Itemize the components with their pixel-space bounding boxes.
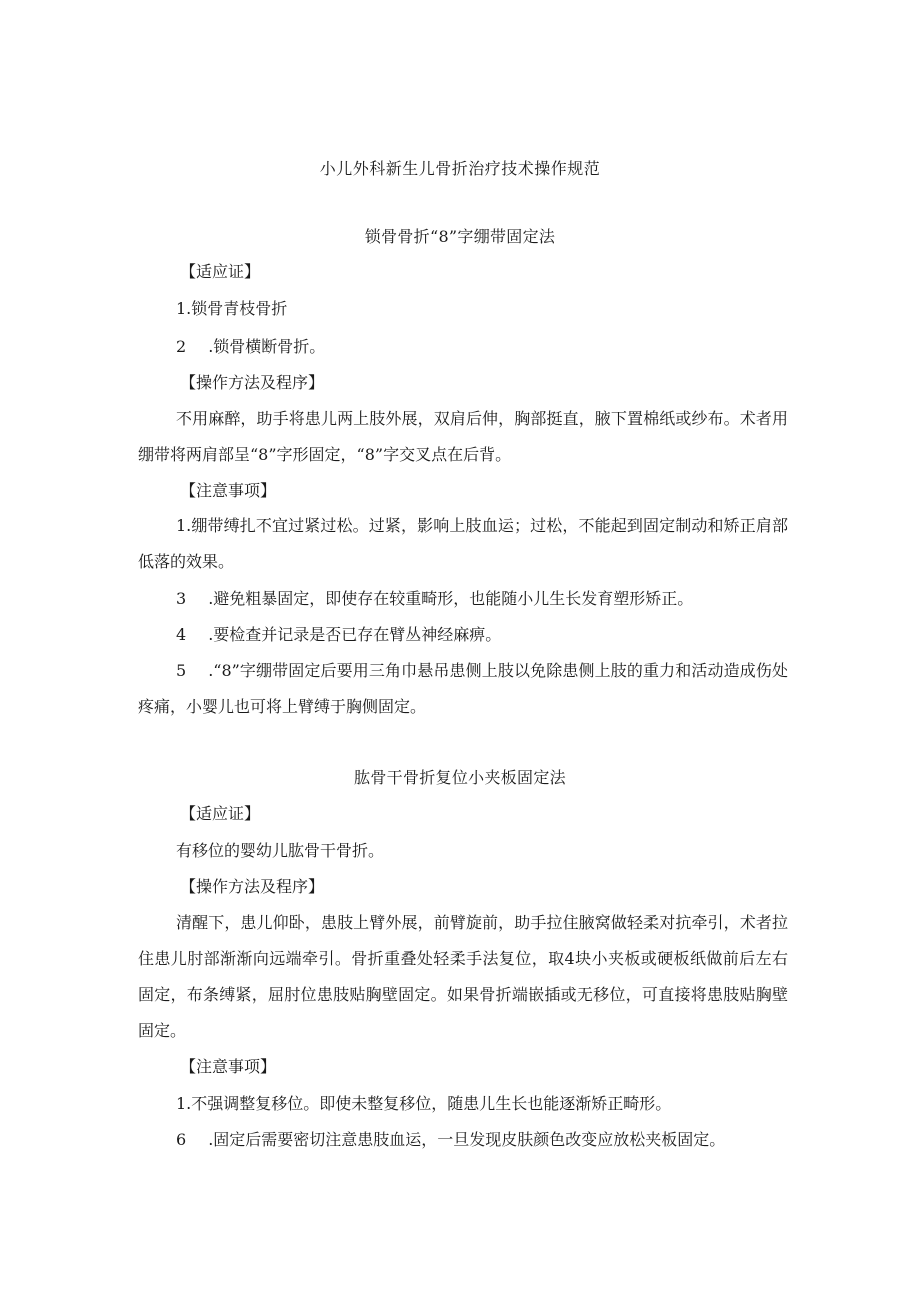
note-item-3: [176, 588, 693, 610]
method-paragraph: 不用麻醉，助手将患儿两上肢外展，双肩后伸，胸部挺直，腋下置棉纸或纱布。术者用绷带将两肩部呈“8”字形固定，“8”字交叉点在后背。: [138, 409, 788, 464]
indications-heading: 【适应证】: [180, 262, 261, 281]
note-item-5: [138, 653, 788, 725]
note-item-4-number: 4: [176, 625, 187, 644]
note-item-5-number: 5: [176, 661, 187, 680]
note-item-6: [176, 1129, 725, 1151]
notes-heading: 【注意事项】: [180, 481, 277, 500]
indication-item-1: 1.锁骨青枝骨折: [176, 299, 288, 318]
indication-item-2-text: .锁骨横断骨折。: [208, 337, 326, 356]
section-title-clavicle: 锁骨骨折“8”字绷带固定法: [364, 227, 556, 246]
indication-item-2-number: 2: [176, 337, 187, 356]
note-item-4-text: .要检查并记录是否已存在臂丛神经麻痹。: [208, 625, 502, 644]
indications-heading-2: 【适应证】: [180, 804, 261, 823]
indication-item-2: [176, 336, 325, 358]
note-item-6-number: 6: [176, 1130, 187, 1149]
note-item-3-text: .避免粗暴固定，即使存在较重畸形，也能随小儿生长发育塑形矫正。: [208, 589, 694, 608]
document-title: 小儿外科新生儿骨折治疗技术操作规范: [319, 159, 601, 178]
method-heading: 【操作方法及程序】: [180, 373, 325, 392]
note-item-1: 1.绷带缚扎不宜过紧过松。过紧，影响上肢血运；过松，不能起到固定制动和矫正肩部低落的效果。: [138, 516, 788, 571]
note-item-1-section-2: 1.不强调整复移位。即使未整复移位，随患儿生长也能逐渐矫正畸形。: [176, 1094, 672, 1113]
method-heading-2: 【操作方法及程序】: [180, 877, 325, 896]
section-title-humerus: 肱骨干骨折复位小夹板固定法: [354, 768, 566, 787]
note-item-6-text: .固定后需要密切注意患肢血运，一旦发现皮肤颜色改变应放松夹板固定。: [208, 1130, 726, 1149]
note-item-3-number: 3: [176, 589, 187, 608]
notes-heading-2: 【注意事项】: [180, 1057, 277, 1076]
note-item-5-text: .“8”字绷带固定后要用三角巾悬吊患侧上肢以免除患侧上肢的重力和活动造成伤处疼痛，小婴儿也可将上臂缚于胸侧固定。: [138, 661, 788, 716]
note-item-4: [176, 624, 501, 646]
method-paragraph-2: 清醒下，患儿仰卧，患肢上臂外展，前臂旋前，助手拉住腋窝做轻柔对抗牵引，术者拉住患儿肘部渐渐向远端牵引。骨折重叠处轻柔手法复位，取4块小夹板或硬板纸做前后左右固定，布条缚紧，屈肘位患肢贴胸壁固定。如果骨折端嵌插或无移位，可直接将患肢贴胸壁固定。: [138, 913, 788, 1040]
indication-text-2: 有移位的婴幼儿肱骨干骨折。: [176, 841, 385, 860]
